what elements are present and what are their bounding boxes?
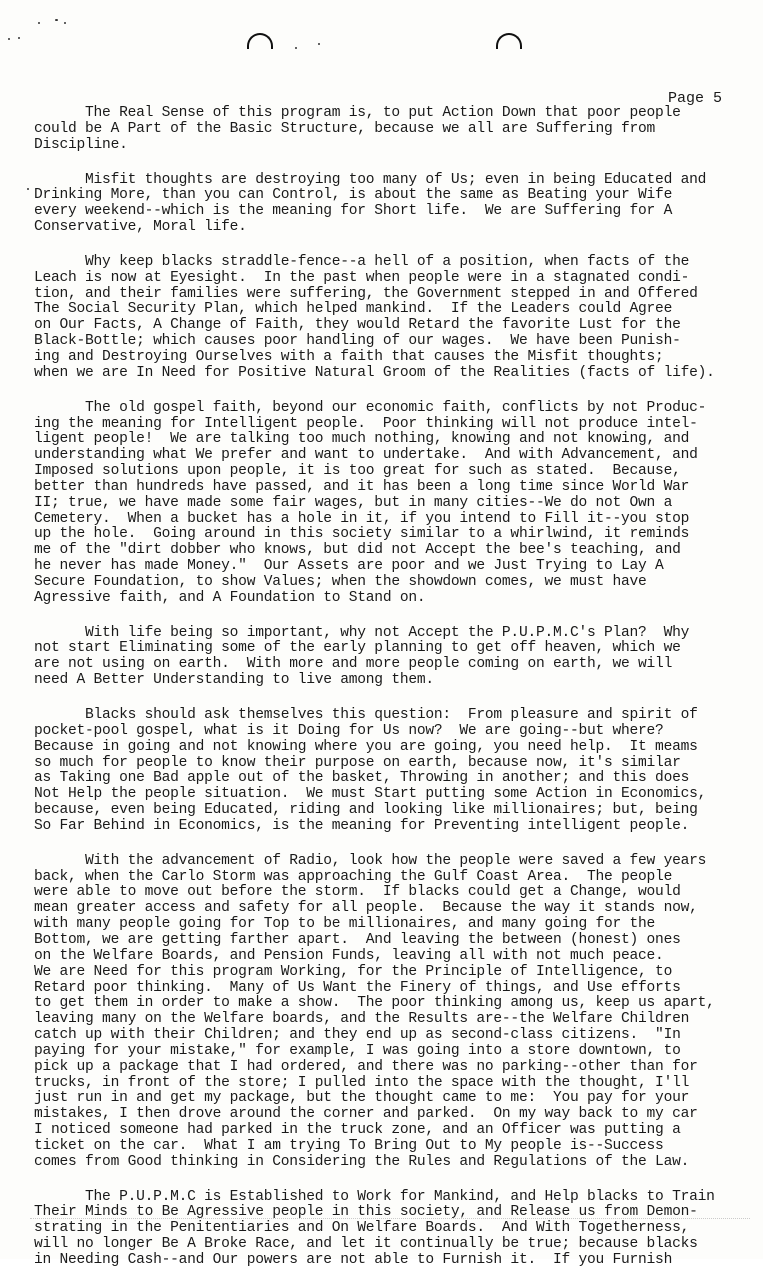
paragraph [34,255,763,382]
text-line: We are Need for this program Working, for the Principle of Intelligence, to [34,963,673,980]
text-line: The P.U.P.M.C is Established to Work for Mankind, and Help blacks to Train [34,1188,715,1205]
text-line: I noticed someone had parked in the truck zone, and an Officer was putting a [34,1122,681,1139]
binder-hole-right [496,33,522,49]
text-line: were able to move out before the storm. If blacks could get a Change, would [34,884,681,901]
scan-speck [55,19,58,21]
text-line: not start Eliminating some of the early planning to get off heaven, which we [34,640,681,657]
text-line: With the advancement of Radio, look how the people were saved a few years [34,852,707,869]
scan-speck [18,37,20,39]
text-line: strating in the Penitentiaries and On Welfare Boards. And With Togetherness, [34,1220,690,1237]
scan-speck [38,22,40,24]
text-line: The Real Sense of this program is, to put Action Down that poor people [34,105,681,121]
scan-speck [64,22,66,24]
text-line: understanding what We prefer and want to undertake. And with Advancement, and [34,447,698,464]
text-line: Secure Foundation, to show Values; when the showdown comes, we must have [34,573,647,590]
text-line: tion, and their families were suffering, the Government stepped in and Offered [34,285,698,302]
paragraph [34,708,763,835]
text-line: when we are In Need for Positive Natural Groom of the Realities (facts of life). [34,364,715,381]
text-line: every weekend--which is the meaning for Short life. We are Suffering for A [34,203,673,220]
paragraph [34,626,763,689]
text-line: Cemetery. When a bucket has a hole in it, if you intend to Fill it--you stop [34,510,690,527]
text-line: Because in going and not knowing where you are going, you need help. It meams [34,738,698,755]
paragraph [34,173,763,236]
text-line: Imposed solutions upon people, it is too great for such as stated. Because, [34,463,681,480]
scan-speck [295,47,297,49]
text-line: Drinking More, than you can Control, is about the same as Beating your Wife [34,187,673,204]
page-number: Page 5 [668,90,723,107]
text-line: mistakes, I then drove around the corner and parked. On my way back to my car [34,1106,698,1123]
text-line: need A Better Understanding to live among them. [34,672,434,689]
text-line: The Social Security Plan, which helped mankind. If the Leaders could Agree [34,301,673,318]
text-line: up the hole. Going around in this society similar to a whirlwind, it reminds [34,526,690,543]
text-line: could be A Part of the Basic Structure, because we all are Suffering from [34,120,656,137]
text-line: he never has made Money." Our Assets are poor and we Just Trying to Lay A [34,558,664,575]
binder-hole-left [247,33,273,49]
text-line: with many people going for Top to be millionaires, and many going for the [34,916,656,933]
paragraph [34,106,763,154]
text-line: mean greater access and safety for all people. Because the way it stands now, [34,900,698,917]
text-line: better than hundreds have passed, and it has been a long time since World War [34,478,690,495]
text-line: II; true, we have made some fair wages, but in many cities--We do not Own a [34,494,673,511]
paragraph [34,1190,763,1269]
text-line: Bottom, we are getting farther apart. And leaving the between (honest) ones [34,931,681,948]
text-line: So Far Behind in Economics, is the meaning for Preventing intelligent people. [34,817,690,834]
text-line: me of the "dirt dobber who knows, but did not Accept the bee's teaching, and [34,542,681,559]
text-line: Not Help the people situation. We must Start putting some Action in Economics, [34,786,707,803]
text-line: Discipline. [34,136,128,153]
text-line: in Needing Cash--and Our powers are not able to Furnish it. If you Furnish [34,1252,673,1268]
text-line: With life being so important, why not Accept the P.U.P.M.C's Plan? Why [34,624,690,641]
text-line: to get them in order to make a show. The poor thinking among us, keep us apart, [34,995,715,1012]
text-line: The old gospel faith, beyond our economic faith, conflicts by not Produc- [34,399,707,416]
text-line: Agressive faith, and A Foundation to Stand on. [34,589,426,606]
text-line: ligent people! We are talking too much nothing, knowing and not knowing, and [34,431,690,448]
text-line: pick up a package that I had ordered, and there was no parking--other than for [34,1058,698,1075]
text-line: just run in and get my package, but the thought came to me: You pay for your [34,1090,690,1107]
text-line: ticket on the car. What I am trying To Bring Out to My people is--Success [34,1137,664,1154]
text-line: Leach is now at Eyesight. In the past when people were in a stagnated condi- [34,269,690,286]
document-body [34,106,763,1288]
text-line: Why keep blacks straddle-fence--a hell of a position, when facts of the [34,253,690,270]
scan-speck [27,188,29,190]
text-line: Retard poor thinking. Many of Us Want the Finery of things, and Use efforts [34,979,681,996]
text-line: comes from Good thinking in Considering the Rules and Regulations of the Law. [34,1153,690,1170]
scan-speck [318,43,320,45]
text-line: Their Minds to Be Agressive people in this society, and Release us from Demon- [34,1204,698,1221]
scan-bottom-edge [30,1212,750,1219]
text-line: leaving many on the Welfare boards, and the Results are--the Welfare Children [34,1011,690,1028]
text-line: ing the meaning for Intelligent people. Poor thinking will not produce intel- [34,415,698,432]
text-line: will no longer Be A Broke Race, and let it continually be true; because blacks [34,1236,698,1253]
text-line: pocket-pool gospel, what is it Doing for Us now? We are going--but where? [34,722,664,739]
text-line: as Taking one Bad apple out of the basket, Throwing in another; and this does [34,770,690,787]
text-line: Conservative, Moral life. [34,219,247,236]
text-line: because, even being Educated, riding and looking like millionaires; but, being [34,802,698,819]
text-line: ing and Destroying Ourselves with a faith that causes the Misfit thoughts; [34,348,664,365]
text-line: Blacks should ask themselves this question: From pleasure and spirit of [34,707,698,723]
text-line: trucks, in front of the store; I pulled into the space with the thought, I'll [34,1074,690,1091]
text-line: back, when the Carlo Storm was approaching the Gulf Coast Area. The people [34,868,673,885]
text-line: so much for people to know their purpose on earth, because now, it's similar [34,754,681,771]
text-line: are not using on earth. With more and more people coming on earth, we will [34,656,673,673]
text-line: on the Welfare Boards, and Pension Funds, leaving all with not much peace. [34,947,664,964]
text-line: paying for your mistake," for example, I was going into a store downtown, to [34,1042,681,1059]
text-line: Misfit thoughts are destroying too many of Us; even in being Educated and [34,171,707,188]
paragraph [34,854,763,1171]
scan-speck [8,38,10,40]
text-line: on Our Facts, A Change of Faith, they would Retard the favorite Lust for the [34,317,681,334]
paragraph [34,401,763,607]
text-line: Black-Bottle; which causes poor handling of our wages. We have been Punish- [34,333,681,350]
text-line: catch up with their Children; and they end up as second-class citizens. "In [34,1027,681,1044]
